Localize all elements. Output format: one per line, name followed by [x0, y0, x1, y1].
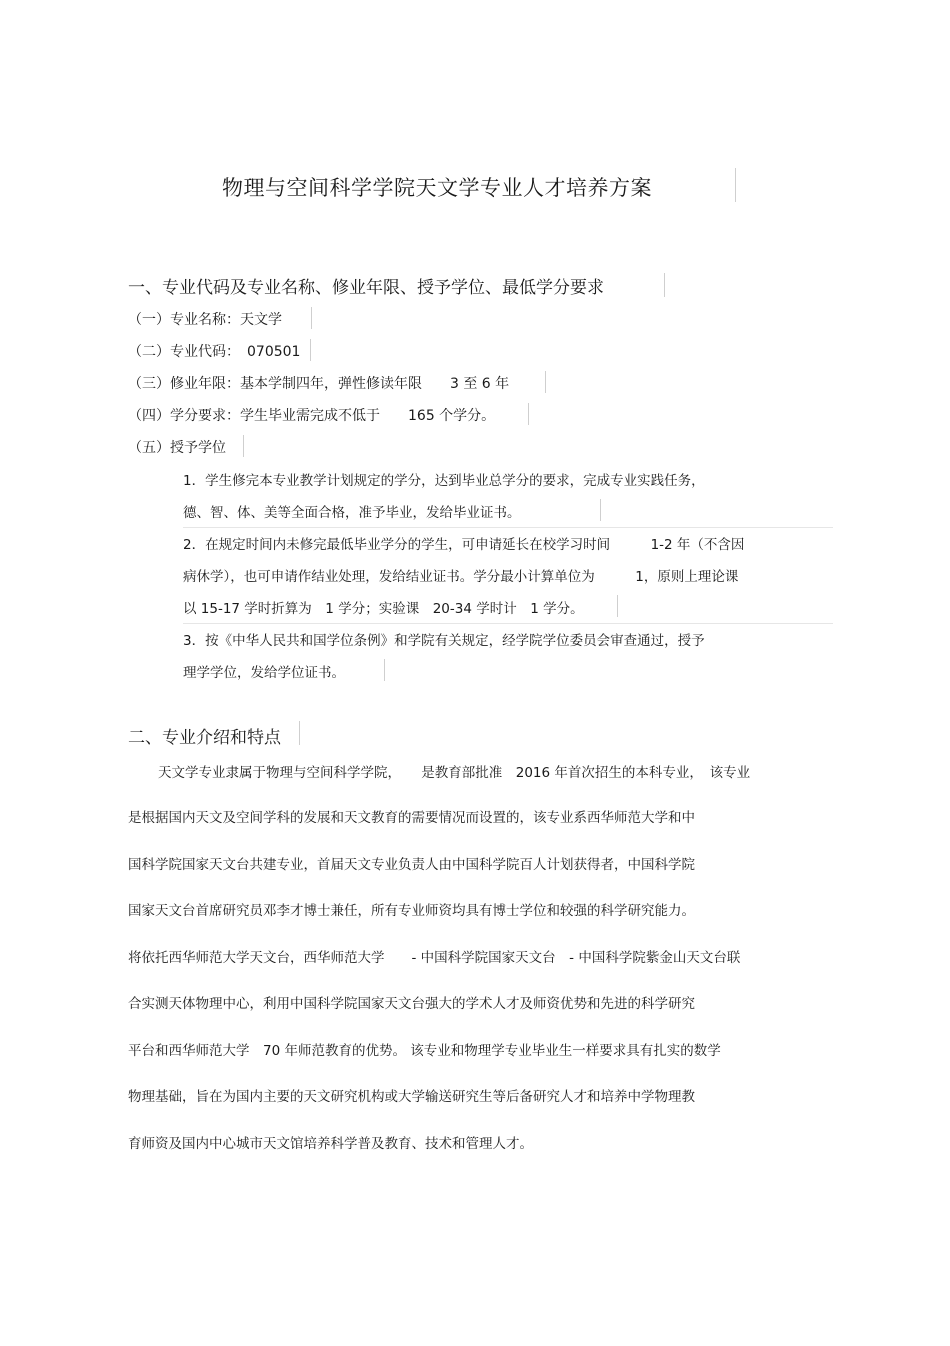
divider [299, 721, 300, 745]
divider [617, 595, 618, 617]
divider [384, 659, 385, 681]
divider [735, 168, 736, 202]
paragraph-line: 国家天文台首席研究员邓李才博士兼任，所有专业师资均具有博士学位和较强的科学研究能力。 [128, 903, 695, 919]
degree-line: 1．学生修完本专业教学计划规定的学分，达到毕业总学分的要求，完成专业实践任务， [183, 473, 705, 489]
degree-line: 2．在规定时间内未修完最低毕业学分的学生，可申请延长在校学习时间 1-2 年（不含因 [183, 537, 745, 553]
divider [310, 339, 311, 361]
item-credit-requirement: （四）学分要求：学生毕业需完成不低于 165 个学分。 [128, 408, 496, 424]
divider [545, 371, 546, 393]
divider [243, 435, 244, 457]
paragraph-line: 天文学专业隶属于物理与空间科学学院， 是教育部批准 2016 年首次招生的本科专业， 该专业 [158, 765, 751, 781]
item-major-name: （一）专业名称：天文学 [128, 312, 282, 328]
paragraph-line: 育师资及国内中心城市天文馆培养科学普及教育、技术和管理人才。 [128, 1136, 533, 1152]
paragraph-line: 合实测天体物理中心，利用中国科学院国家天文台强大的学术人才及师资优势和先进的科学研究 [128, 996, 695, 1012]
degree-line: 3．按《中华人民共和国学位条例》和学院有关规定，经学院学位委员会审查通过，授予 [183, 633, 705, 649]
degree-line: 以 15-17 学时折算为 1 学分；实验课 20-34 学时计 1 学分。 [183, 601, 584, 617]
degree-line: 德、智、体、美等全面合格，准予毕业，发给毕业证书。 [183, 505, 521, 521]
degree-line: 理学学位，发给学位证书。 [183, 665, 345, 681]
document-title: 物理与空间科学学院天文学专业人才培养方案 [222, 176, 652, 200]
paragraph-line: 国科学院国家天文台共建专业，首届天文专业负责人由中国科学院百人计划获得者，中国科学院 [128, 857, 695, 873]
section-1-heading: 一、专业代码及专业名称、修业年限、授予学位、最低学分要求 [128, 278, 604, 298]
paragraph-line: 平台和西华师范大学 70 年师范教育的优势。 该专业和物理学专业毕业生一样要求具有扎实的数学 [128, 1043, 721, 1059]
divider [664, 273, 665, 297]
degree-line: 病休学），也可申请作结业处理，发给结业证书。学分最小计算单位为 1，原则上理论课 [183, 569, 739, 585]
divider [528, 403, 529, 425]
item-degree: （五）授予学位 [128, 440, 226, 456]
paragraph-line: 物理基础，旨在为国内主要的天文研究机构或大学输送研究生等后备研究人才和培养中学物理教 [128, 1089, 695, 1105]
divider [311, 307, 312, 329]
paragraph-line: 是根据国内天文及空间学科的发展和天文教育的需要情况而设置的，该专业系西华师范大学和中 [128, 810, 695, 826]
divider [600, 499, 601, 521]
divider [183, 527, 833, 528]
section-2-heading: 二、专业介绍和特点 [128, 728, 281, 748]
item-major-code: （二）专业代码： 070501 [128, 344, 301, 360]
divider [183, 623, 833, 624]
item-study-years: （三）修业年限：基本学制四年，弹性修读年限 3 至 6 年 [128, 376, 510, 392]
paragraph-line: 将依托西华师范大学天文台，西华师范大学 - 中国科学院国家天文台 - 中国科学院紫金山天文台联 [128, 950, 741, 966]
